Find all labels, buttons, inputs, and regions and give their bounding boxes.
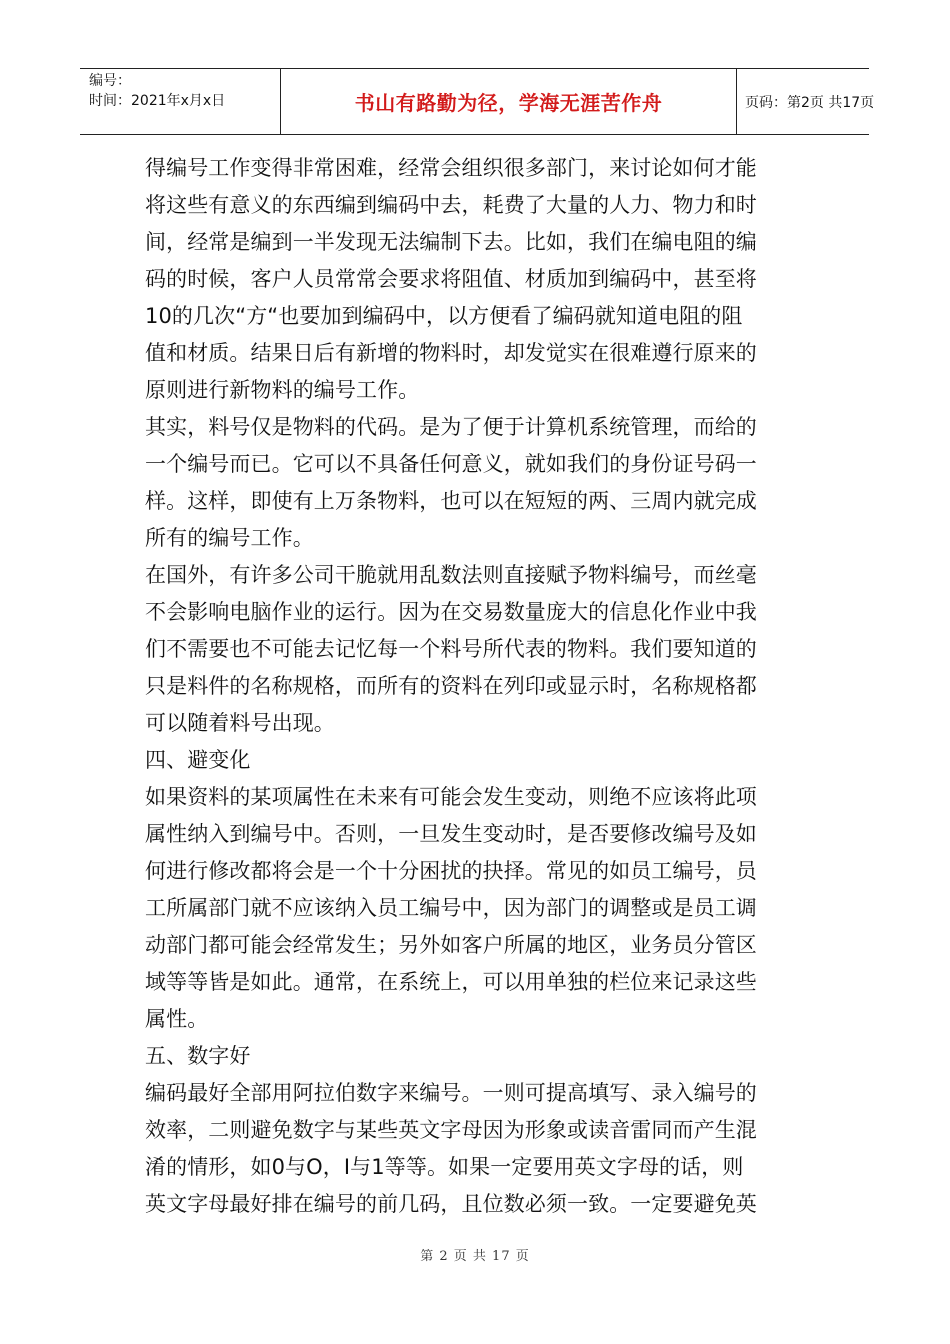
body-text-line: 效率，二则避免数字与某些英文字母因为形象或读音雷同而产生混 bbox=[145, 1118, 757, 1142]
body-text-line: 得编号工作变得非常困难，经常会组织很多部门，来讨论如何才能 bbox=[145, 156, 757, 180]
body-text-line: 原则进行新物料的编号工作。 bbox=[145, 378, 420, 402]
body-text-line: 编码最好全部用阿拉伯数字来编号。一则可提高填写、录入编号的 bbox=[145, 1081, 757, 1105]
body-text-line: 英文字母最好排在编号的前几码，且位数必须一致。一定要避免英 bbox=[145, 1192, 757, 1216]
body-text-line: 工所属部门就不应该纳入员工编号中，因为部门的调整或是员工调 bbox=[145, 896, 757, 920]
header-page-info: 页码：第2页 共17页 bbox=[745, 94, 875, 111]
document-body bbox=[145, 150, 810, 1223]
body-text-line: 一个编号而已。它可以不具备任何意义，就如我们的身份证号码一 bbox=[145, 452, 757, 476]
header-motto: 书山有路勤为径，学海无涯苦作舟 bbox=[354, 91, 663, 115]
header-meta-cell bbox=[80, 69, 281, 134]
body-text-line: 们不需要也不可能去记忆每一个料号所代表的物料。我们要知道的 bbox=[145, 637, 757, 661]
body-text-line: 样。这样，即使有上万条物料，也可以在短短的两、三周内就完成 bbox=[145, 489, 757, 513]
body-text-line: 不会影响电脑作业的运行。因为在交易数量庞大的信息化作业中我 bbox=[145, 600, 757, 624]
body-text-line: 10的几次“方“也要加到编码中，以方便看了编码就知道电阻的阻 bbox=[145, 304, 743, 328]
document-time-label: 时间：2021年x月x日 bbox=[89, 93, 226, 109]
body-text-line: 所有的编号工作。 bbox=[145, 526, 314, 550]
body-text-line: 四、避变化 bbox=[145, 748, 251, 772]
document-number-label: 编号： bbox=[89, 73, 131, 89]
header-motto-cell bbox=[281, 69, 737, 134]
body-text-line: 码的时候，客户人员常常会要求将阻值、材质加到编码中，甚至将 bbox=[145, 267, 757, 291]
body-text-line: 如果资料的某项属性在未来有可能会发生变动，则绝不应该将此项 bbox=[145, 785, 757, 809]
body-text-line: 属性。 bbox=[145, 1007, 209, 1031]
body-text-line: 属性纳入到编号中。否则，一旦发生变动时，是否要修改编号及如 bbox=[145, 822, 757, 846]
page-footer: 第 2 页 共 17 页 bbox=[420, 1249, 530, 1264]
body-text-line: 间，经常是编到一半发现无法编制下去。比如，我们在编电阻的编 bbox=[145, 230, 757, 254]
body-text-line: 其实，料号仅是物料的代码。是为了便于计算机系统管理，而给的 bbox=[145, 415, 757, 439]
body-text-line: 只是料件的名称规格，而所有的资料在列印或显示时，名称规格都 bbox=[145, 674, 757, 698]
body-text-line: 将这些有意义的东西编到编码中去，耗费了大量的人力、物力和时 bbox=[145, 193, 757, 217]
header-page-info-cell bbox=[737, 69, 875, 134]
body-text-line: 五、数字好 bbox=[145, 1044, 251, 1068]
body-text-line: 淆的情形，如0与O，I与1等等。如果一定要用英文字母的话，则 bbox=[145, 1155, 744, 1179]
body-text-line: 在国外，有许多公司干脆就用乱数法则直接赋予物料编号，而丝毫 bbox=[145, 563, 757, 587]
body-text-line: 值和材质。结果日后有新增的物料时，却发觉实在很难遵行原来的 bbox=[145, 341, 757, 365]
body-text-line: 可以随着料号出现。 bbox=[145, 711, 335, 735]
body-text-line: 何进行修改都将会是一个十分困扰的抉择。常见的如员工编号，员 bbox=[145, 859, 757, 883]
page-header bbox=[80, 68, 875, 135]
body-text-line: 动部门都可能会经常发生；另外如客户所属的地区，业务员分管区 bbox=[145, 933, 757, 957]
body-text-line: 域等等皆是如此。通常，在系统上，可以用单独的栏位来记录这些 bbox=[145, 970, 757, 994]
